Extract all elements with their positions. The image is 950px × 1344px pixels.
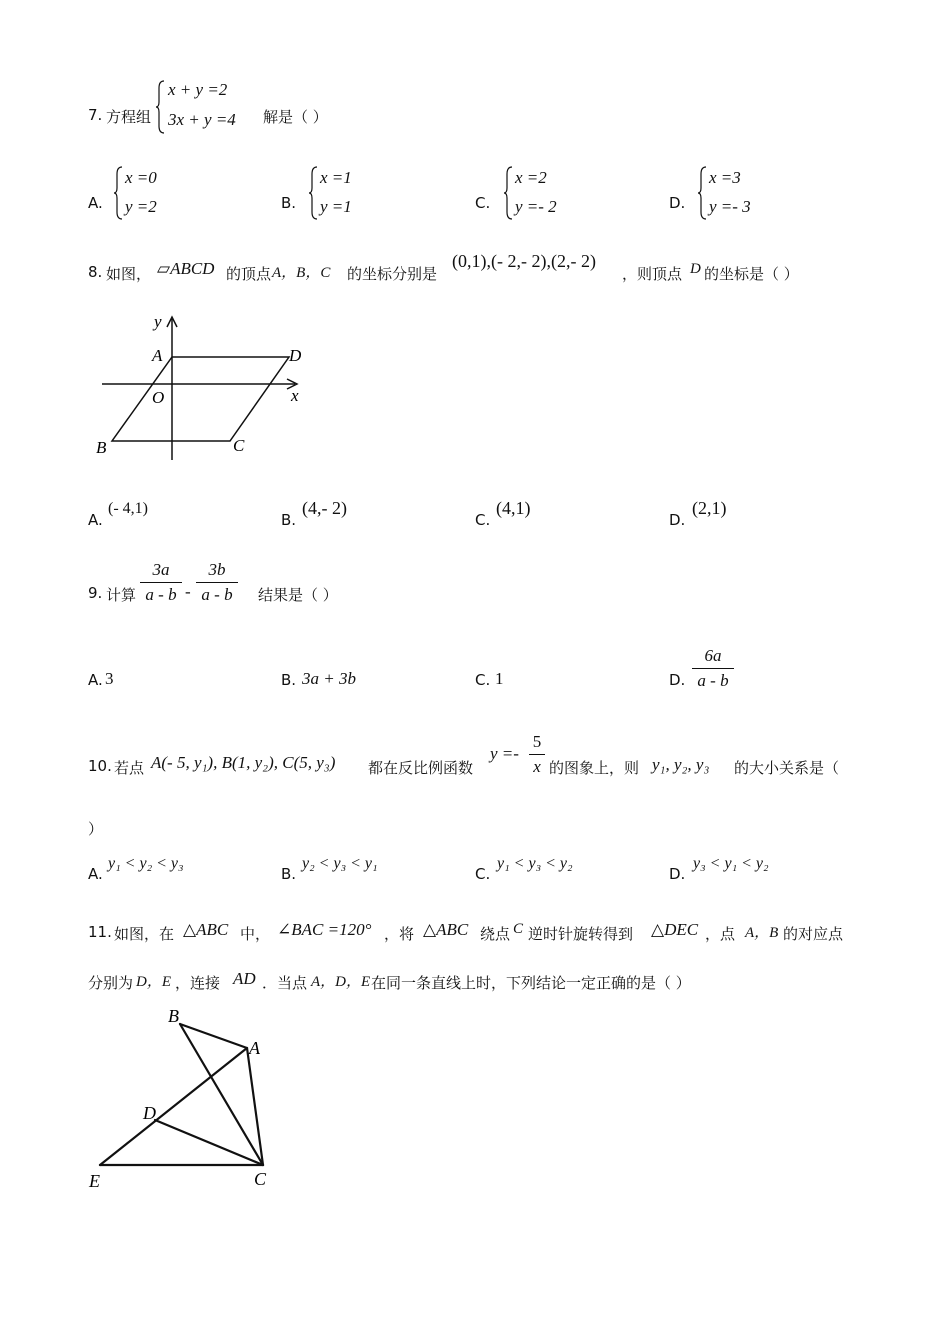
option-label: D. [669, 511, 686, 529]
segment-ba [180, 1024, 247, 1048]
option-value: 3 [105, 669, 114, 688]
q11-text-1d: 绕点 [480, 925, 511, 943]
option-value: 1 [495, 669, 504, 688]
q11-number: 11. [88, 923, 112, 941]
label-c: C [254, 1169, 267, 1189]
option-label: B. [281, 865, 297, 883]
option-label: C. [475, 671, 491, 689]
left-brace-icon [308, 166, 318, 220]
option-label: D. [669, 194, 686, 212]
label-d: D [289, 346, 302, 365]
fraction-bar [692, 668, 734, 669]
label-e: E [89, 1171, 100, 1191]
option-system [503, 166, 593, 222]
q8-number: 8. [88, 263, 103, 281]
q11-text-2b: ，连接 [175, 974, 221, 992]
option-value: 3a + 3b [302, 669, 356, 688]
q8-text-3: 的坐标分别是 [347, 265, 438, 283]
segment-dc [155, 1120, 263, 1165]
fraction-bar [196, 582, 238, 583]
option-line-2: y =- 3 [709, 197, 751, 216]
label-y: y [154, 312, 162, 331]
option-line-1: x =1 [320, 168, 352, 187]
segment-ac [247, 1048, 263, 1165]
q11-segment-ad: AD [233, 969, 256, 988]
q8-point-d: D [690, 261, 701, 277]
left-brace-icon [155, 80, 165, 134]
q11-points-de: D，E [136, 974, 171, 990]
segment-ae [100, 1048, 247, 1165]
q7-equation-system [155, 80, 275, 136]
option-label: A. [88, 194, 103, 212]
q8-text-4: ，则顶点 [622, 265, 683, 283]
option-system [308, 166, 388, 222]
left-brace-icon [697, 166, 707, 220]
label-b: B [168, 1006, 179, 1026]
label-x: x [291, 386, 299, 405]
option-line-1: x =2 [515, 168, 547, 187]
q11-triangle-abc-2: △ABC [423, 920, 469, 939]
q10-points: A(- 5, y₁), B(1, y₂), C(5, y₃) [151, 753, 336, 772]
label-a: A [249, 1038, 260, 1058]
denominator: x [533, 757, 541, 776]
option-value: y₁ < y₃ < y₂ [497, 855, 573, 872]
q11-points-ab: A，B [745, 925, 779, 941]
q11-text-1e: 逆时针旋转得到 [528, 925, 634, 943]
q9-minus: - [185, 582, 191, 601]
q11-text-1g: 的对应点 [783, 925, 844, 943]
q9-number: 9. [88, 584, 103, 602]
q8-text-2: 的顶点 [226, 265, 272, 283]
denominator: a - b [201, 585, 233, 604]
q7-stem: 方程组 [106, 108, 152, 126]
option-value: (2,1) [692, 498, 727, 518]
q10-text-2: 都在反比例函数 [368, 759, 474, 777]
q11-points-ade: A，D，E [311, 974, 371, 990]
option-label: A. [88, 865, 103, 883]
option-value: y₃ < y₁ < y₂ [693, 855, 769, 872]
fraction-bar [529, 754, 545, 755]
numerator: 6a [704, 646, 722, 665]
option-label: B. [281, 194, 297, 212]
label-b: B [96, 438, 107, 457]
q8-text-5: 的坐标是（ ） [704, 265, 799, 283]
q10-ys: y₁, y₂, y₃ [652, 755, 710, 774]
q9-fraction-1 [140, 559, 182, 606]
q11-text-2a: 分别为 [88, 974, 134, 992]
option-label: C. [475, 194, 491, 212]
numerator: 3b [208, 560, 226, 579]
denominator: a - b [145, 585, 177, 604]
option-value: y₂ < y₃ < y₁ [302, 855, 378, 872]
q11-point-c: C [513, 921, 524, 937]
option-line-1: x =3 [709, 168, 741, 187]
q7-number: 7. [88, 106, 103, 124]
option-line-2: y =- 2 [515, 197, 557, 216]
q9-stem: 计算 [106, 586, 137, 604]
option-line-1: x =0 [125, 168, 157, 187]
option-line-2: y =1 [320, 197, 352, 216]
q10-close-paren: ） [88, 820, 104, 838]
option-value: (4,1) [496, 498, 531, 518]
q7-tail: 解是（ ） [263, 108, 328, 126]
option-label: D. [669, 865, 686, 883]
option-line-2: y =2 [125, 197, 157, 216]
q11-angle: ∠BAC =120° [277, 920, 372, 939]
q11-text-1c: ，将 [384, 925, 415, 943]
q11-text-1a: 如图，在 [114, 925, 175, 943]
label-d: D [143, 1103, 156, 1123]
option-label: C. [475, 865, 491, 883]
q8-text-1: 如图， [106, 265, 152, 283]
q11-triangle-dec: △DEC [651, 920, 699, 939]
option-value: (- 4,1) [108, 500, 148, 517]
numerator: 3a [152, 560, 170, 579]
option-value: y₁ < y₂ < y₃ [108, 855, 184, 872]
q10-number: 10. [88, 757, 112, 775]
left-brace-icon [503, 166, 513, 220]
q8-parallelogram: ▱ABCD [157, 259, 215, 278]
q8-points-abc: A，B，C [272, 265, 331, 281]
q10-function-fraction [529, 731, 545, 778]
denominator: a - b [697, 671, 729, 690]
label-c: C [233, 436, 245, 455]
q11-text-2c: ．当点 [262, 974, 308, 992]
q10-text-1: 若点 [114, 759, 145, 777]
option-label: C. [475, 511, 491, 529]
option-label: A. [88, 671, 103, 689]
numerator: 5 [532, 732, 542, 751]
option-label: B. [281, 511, 297, 529]
q10-text-4: 的大小关系是（ [734, 759, 840, 777]
label-o: O [152, 388, 165, 407]
q11-text-1f: ，点 [705, 925, 736, 943]
parallelogram-abcd [112, 357, 289, 441]
option-fraction [692, 645, 734, 692]
q7-equation-1: x + y =2 [168, 80, 228, 99]
q8-parallelogram-figure [90, 305, 320, 465]
q10-function-lhs: y =- [490, 744, 519, 763]
fraction-bar [140, 582, 182, 583]
q8-coordinates: (0,1),(- 2,- 2),(2,- 2) [452, 251, 596, 271]
left-brace-icon [113, 166, 123, 220]
option-label: B. [281, 671, 297, 689]
option-system [113, 166, 193, 222]
option-value: (4,- 2) [302, 498, 347, 518]
option-system [697, 166, 787, 222]
q11-text-2d: 在同一条直线上时，下列结论一定正确的是（ ） [371, 974, 691, 992]
q9-fraction-2 [196, 559, 238, 606]
q11-text-1b: 中， [240, 925, 271, 943]
option-label: D. [669, 671, 686, 689]
q9-tail: 结果是（ ） [258, 586, 338, 604]
q11-triangle-abc-1: △ABC [183, 920, 229, 939]
label-a: A [152, 346, 163, 365]
q11-rotation-figure [85, 1005, 285, 1195]
q10-text-3: 的图象上，则 [549, 759, 640, 777]
q7-equation-2: 3x + y =4 [168, 110, 236, 129]
option-label: A. [88, 511, 103, 529]
